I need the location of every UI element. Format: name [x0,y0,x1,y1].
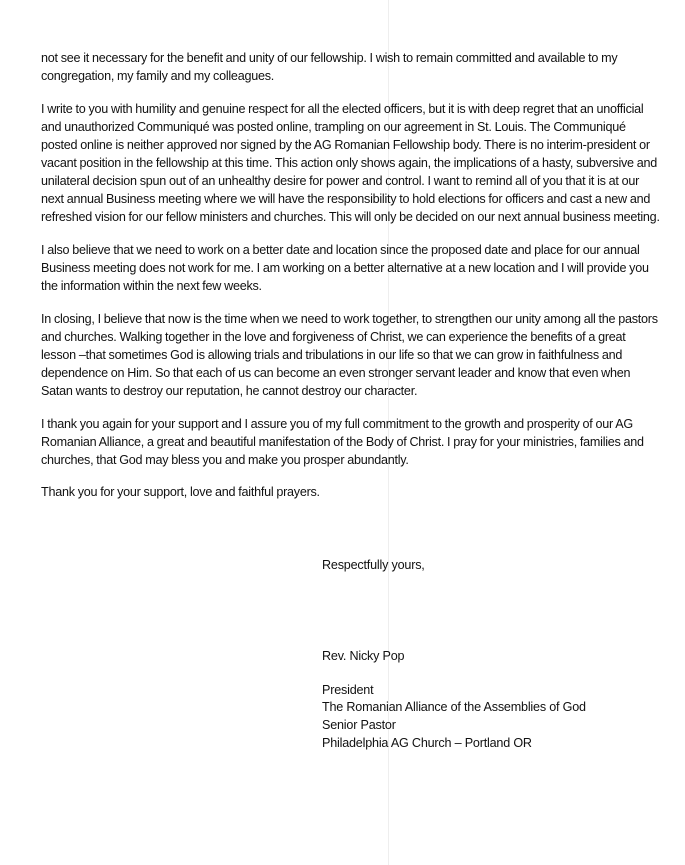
signature-block [322,648,586,753]
paragraph-thanks-commitment: I thank you again for your support and I assure you of my full commitment to the growth and prosperity of our AG Romanian Alliance, a great and beautiful manifestation of the Body of Christ. I pray for your ministries, families and churches, that God may bless you and make you prosper abundantly. [41,416,644,467]
letter-closing: Respectfully yours, [322,558,425,572]
signer-name: Rev. Nicky Pop [322,649,405,663]
paragraph-meeting-location: I also believe that we need to work on a better date and location since the proposed date and place for our annual Business meeting does not work for me. I am working on a better alternative at a new location and I will provide you the information within the next few weeks. [41,242,649,294]
signer-role: Senior Pastor [322,718,396,733]
paragraph-commitment: not see it necessary for the benefit and unity of our fellowship. I wish to remain committed and available to my congregation, my family and my colleagues. [41,51,618,84]
paragraph-thanks-prayers: Thank you for your support, love and faithful prayers. [41,485,320,500]
paragraph-communique: I write to you with humility and genuine respect for all the elected officers, but it is with deep regret that an unofficial and unauthorized Communiqué was posted online, trampling on our agreement in St. Louis. The Communiqué posted online is neither approved nor signed by the AG Romanian Fellowship body. There is no interim-president or vacant position in the fellowship at this time. This action only shows again, the implications of a hasty, subversive and unilateral decision spun out of an unhealthy desire for power and control. I want to remind all of you that it is at our next annual Business meeting where we will have the responsibility to hold elections for officers and cast a new and refreshed vision for our fellow ministers and churches. This will only be decided on our next annual business meeting. [41,101,660,225]
signer-church: Philadelphia AG Church – Portland OR [322,735,532,750]
paragraph-closing-unity: In closing, I believe that now is the time when we need to work together, to strengthen our unity among all the pastors and churches. Walking together in the love and forgiveness of Christ, we can experience the benefits of a great lesson –that sometimes God is allowing trials and tribulations in our life so that we can grow in faithfulness and dependence on Him. So that each of us can become an even stronger servant leader and know that even when Satan wants to destroy our reputation, he cannot destroy our character. [41,311,658,398]
letter-body [41,49,661,516]
signer-organization: The Romanian Alliance of the Assemblies of God [322,700,586,715]
signer-title: President [322,682,374,697]
